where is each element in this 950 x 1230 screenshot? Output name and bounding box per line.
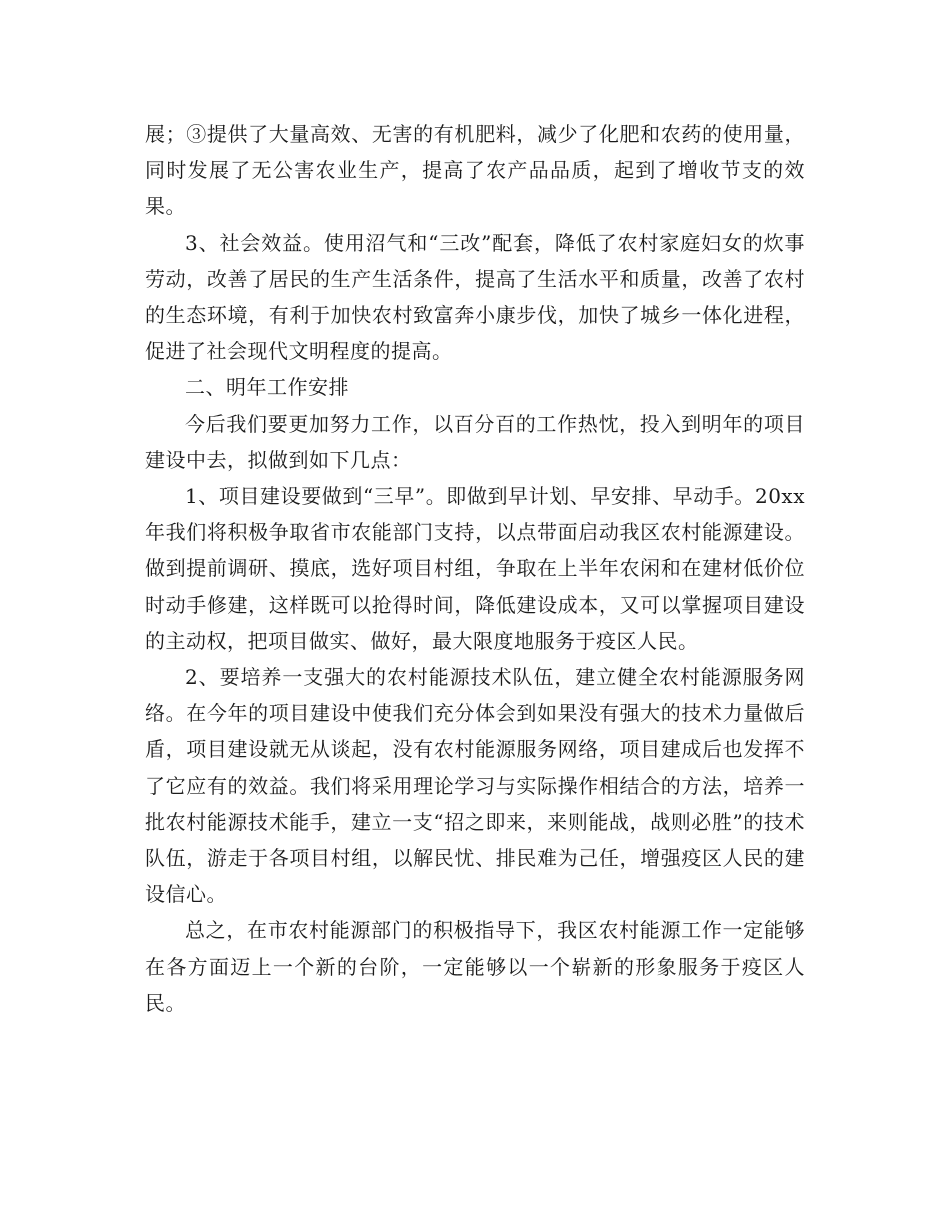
paragraph-point-1: 1、项目建设要做到“三早”。即做到早计划、早安排、早动手。20xx 年我们将积极争取省市农能部门支持，以点带面启动我区农村能源建设。做到提前调研、摸底，选好项目村组，争取在上半年农闲和在建材低价位时动手修建，这样既可以抢得时间，降低建设成本，又可以掌握项目建设的主动权，把项目做实、做好，最大限度地服务于疫区人民。 (145, 484, 805, 653)
document-body (145, 116, 805, 1021)
paragraph-conclusion: 总之，在市农村能源部门的积极指导下，我区农村能源工作一定能够在各方面迈上一个新的台阶，一定能够以一个崭新的形象服务于疫区人民。 (145, 918, 805, 1015)
paragraph-point-2: 2、要培养一支强大的农村能源技术队伍，建立健全农村能源服务网络。在今年的项目建设中使我们充分体会到如果没有强大的技术力量做后盾，项目建设就无从谈起，没有农村能源服务网络，项目建成后也发挥不了它应有的效益。我们将采用理论学习与实际操作相结合的方法，培养一批农村能源技术能手，建立一支“招之即来，来则能战，战则必胜”的技术队伍，游走于各项目村组，以解民忧、排民难为己任，增强疫区人民的建设信心。 (145, 665, 805, 907)
paragraph-intro: 今后我们要更加努力工作，以百分百的工作热忱，投入到明年的项目建设中去，拟做到如下几点： (145, 411, 805, 472)
paragraph-social-benefit: 3、社会效益。使用沼气和“三改”配套，降低了农村家庭妇女的炊事劳动，改善了居民的生产生活条件，提高了生活水平和质量，改善了农村的生态环境，有利于加快农村致富奔小康步伐，加快了城乡一体化进程，促进了社会现代文明程度的提高。 (145, 230, 805, 364)
paragraph-continuation: 展；③提供了大量高效、无害的有机肥料，减少了化肥和农药的使用量，同时发展了无公害农业生产，提高了农产品品质，起到了增收节支的效果。 (145, 122, 805, 219)
section-heading-next-year-plan: 二、明年工作安排 (185, 375, 349, 400)
